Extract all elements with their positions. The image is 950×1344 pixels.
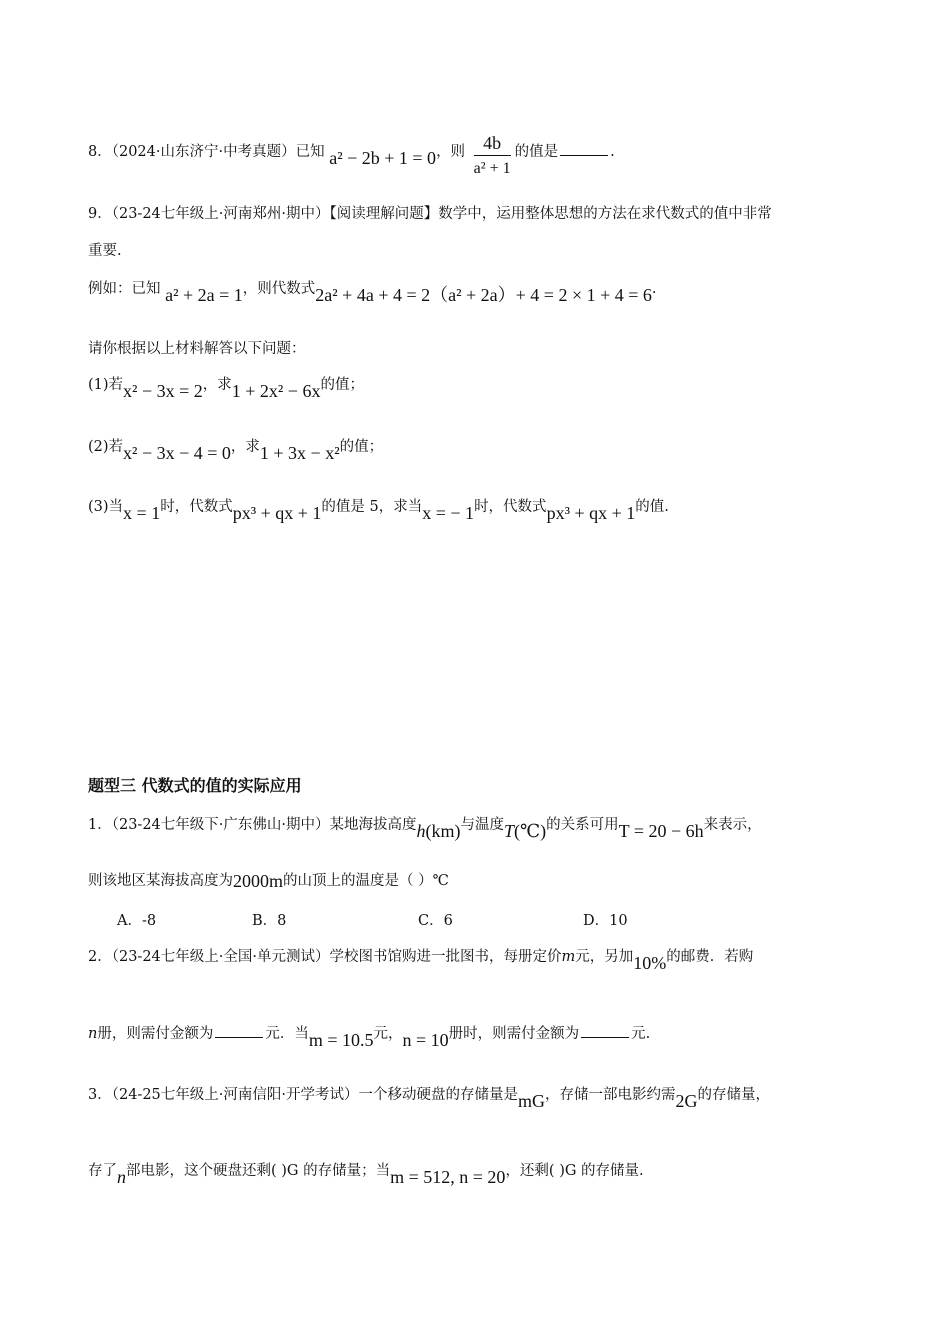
q9-number: 9． — [88, 206, 112, 222]
s2-blank-2[interactable] — [581, 1023, 629, 1038]
q9-p3-condition: x = 1 — [123, 503, 161, 523]
s1-text-b: 与温度 — [460, 817, 505, 833]
q9-continuation: 重要. — [88, 243, 122, 259]
s2-percent: 10% — [633, 953, 667, 973]
q9-instruction: 请你根据以上材料解答以下问题： — [88, 341, 306, 357]
q9-p2-end: 的值； — [339, 439, 384, 455]
q9-example-expression: 2a² + 4a + 4 = 2（a² + 2a）+ 4 = 2 × 1 + 4 = 6 — [315, 285, 652, 305]
s1-line2-b: 的山顶上的温度是（ ）℃ — [283, 873, 449, 889]
q9-example — [88, 276, 657, 305]
q9-p1-ask: ，求 — [202, 377, 232, 393]
s2-line2-d: 册时，则需付金额为 — [448, 1026, 580, 1042]
q9-part-2 — [88, 434, 384, 463]
s2-number: 2． — [88, 949, 112, 965]
s2-line2-a: 册，则需付金额为 — [97, 1026, 214, 1042]
q9-p2-condition: x² − 3x − 4 = 0 — [123, 443, 231, 463]
q9-p3-mid2: 的值是 5，求当 — [321, 499, 423, 515]
q9-p3-expression-2: px³ + qx + 1 — [546, 503, 636, 523]
q9-p3-expression: px³ + qx + 1 — [232, 503, 322, 523]
q8-fraction — [474, 132, 511, 180]
question-9 — [88, 203, 772, 225]
s3-text-b: ，存储一部电影约需 — [545, 1087, 676, 1103]
s2-line2-b: 元．当 — [265, 1026, 309, 1042]
s2-text-b: 元，另加 — [575, 949, 634, 965]
choice-c[interactable]: C．6 — [418, 913, 453, 929]
q9-example-mid: ，则代数式 — [242, 281, 316, 297]
q8-fraction-numerator: 4b — [474, 132, 511, 156]
choice-a[interactable]: A．-8 — [117, 913, 157, 929]
q9-p2-label: (2)若 — [88, 439, 124, 455]
s2-line2-e: 元. — [631, 1026, 651, 1042]
s3-number: 3． — [88, 1087, 112, 1103]
q9-p3-mid: 时，代数式 — [160, 499, 233, 515]
s1-altitude: 2000m — [233, 871, 284, 891]
s2-blank-1[interactable] — [215, 1023, 263, 1038]
q9-p3-label: (3)当 — [88, 499, 124, 515]
s1-formula: T = 20 − 6h — [618, 821, 704, 841]
s1-unit-T: (℃) — [514, 821, 547, 841]
s3-condition: m = 512, n = 20 — [390, 1167, 506, 1187]
s1-text-a: （23-24七年级下·广东佛山·期中）某地海拔高度 — [111, 817, 417, 833]
s2-text-a: （23-24七年级上·全国·单元测试）学校图书馆购进一批图书，每册定价 — [111, 949, 562, 965]
s1-line2-a: 则该地区某海拔高度为 — [88, 873, 233, 889]
s2-line-2 — [88, 1021, 651, 1050]
q8-condition: a² − 2b + 1 = 0 — [329, 148, 437, 168]
s3-mG: mG — [518, 1091, 546, 1111]
q8-source: （2024·山东济宁·中考真题）已知 — [111, 144, 325, 160]
q9-p3-condition-2: x = − 1 — [422, 503, 475, 523]
question-8 — [88, 128, 615, 176]
s1-unit-h: (km) — [425, 821, 461, 841]
s3-2G: 2G — [675, 1091, 698, 1111]
s1-h — [417, 820, 426, 842]
q9-p2-expression: 1 + 3x − x² — [259, 443, 340, 463]
section-question-3 — [88, 1082, 771, 1111]
s1-text-c: 的关系可用 — [546, 817, 619, 833]
s2-cond-n: n = 10 — [402, 1030, 449, 1050]
q9-p1-end: 的值； — [320, 377, 364, 393]
q8-number: 8． — [88, 144, 112, 160]
section-question-1 — [88, 812, 762, 841]
q9-p1-condition: x² − 3x = 2 — [123, 381, 203, 401]
s2-m: m — [561, 949, 576, 965]
s1-T — [504, 820, 514, 842]
s1-h-var: h — [416, 821, 426, 841]
s1-number: 1． — [88, 817, 112, 833]
s3-line2-c: ，还剩( )G 的存储量. — [505, 1163, 644, 1179]
q9-p1-label: (1)若 — [88, 377, 124, 393]
choice-b[interactable]: B．8 — [252, 913, 287, 929]
section-heading: 题型三 代数式的值的实际应用 — [88, 776, 302, 795]
s3-line-2 — [88, 1158, 644, 1187]
q8-then: ，则 — [436, 144, 466, 160]
s1-line-2 — [88, 868, 449, 892]
q9-example-prefix: 例如：已知 — [88, 281, 161, 297]
s2-n: n — [88, 1026, 98, 1042]
s3-n-var: n — [117, 1167, 126, 1187]
q9-p3-end: 的值. — [635, 499, 669, 515]
q8-answer-blank[interactable] — [560, 141, 608, 156]
s2-text-c: 的邮费．若购 — [666, 949, 754, 965]
q9-example-end: . — [651, 281, 657, 297]
s3-text-a: （24-25七年级上·河南信阳·开学考试）一个移动硬盘的存储量是 — [111, 1087, 519, 1103]
q8-end: . — [610, 144, 615, 160]
q9-source: （23-24七年级上·河南郑州·期中）【阅读理解问题】数学中，运用整体思想的方法在求代数式的值中非常 — [111, 206, 772, 222]
s3-text-c: 的存储量， — [697, 1087, 771, 1103]
s1-T-var: T — [504, 821, 515, 841]
q8-fraction-denominator: a² + 1 — [473, 160, 511, 177]
q9-p3-mid3: 时，代数式 — [474, 499, 547, 515]
choice-d[interactable]: D．10 — [583, 913, 628, 929]
s3-line2-b: 部电影，这个硬盘还剩( )G 的存储量；当 — [126, 1163, 391, 1179]
s3-line2-a: 存了 — [88, 1163, 117, 1179]
s2-line2-c: 元， — [373, 1026, 403, 1042]
s2-cond-m: m = 10.5 — [308, 1030, 374, 1050]
q8-tail: 的值是 — [514, 144, 559, 160]
q9-part-1 — [88, 372, 364, 401]
s1-text-d: 来表示， — [703, 817, 762, 833]
q9-p2-ask: ，求 — [230, 439, 260, 455]
section-question-2 — [88, 944, 754, 973]
q9-p1-expression: 1 + 2x² − 6x — [231, 381, 321, 401]
q9-part-3 — [88, 494, 669, 523]
s3-n — [117, 1166, 126, 1188]
q9-example-condition: a² + 2a = 1 — [165, 285, 243, 305]
